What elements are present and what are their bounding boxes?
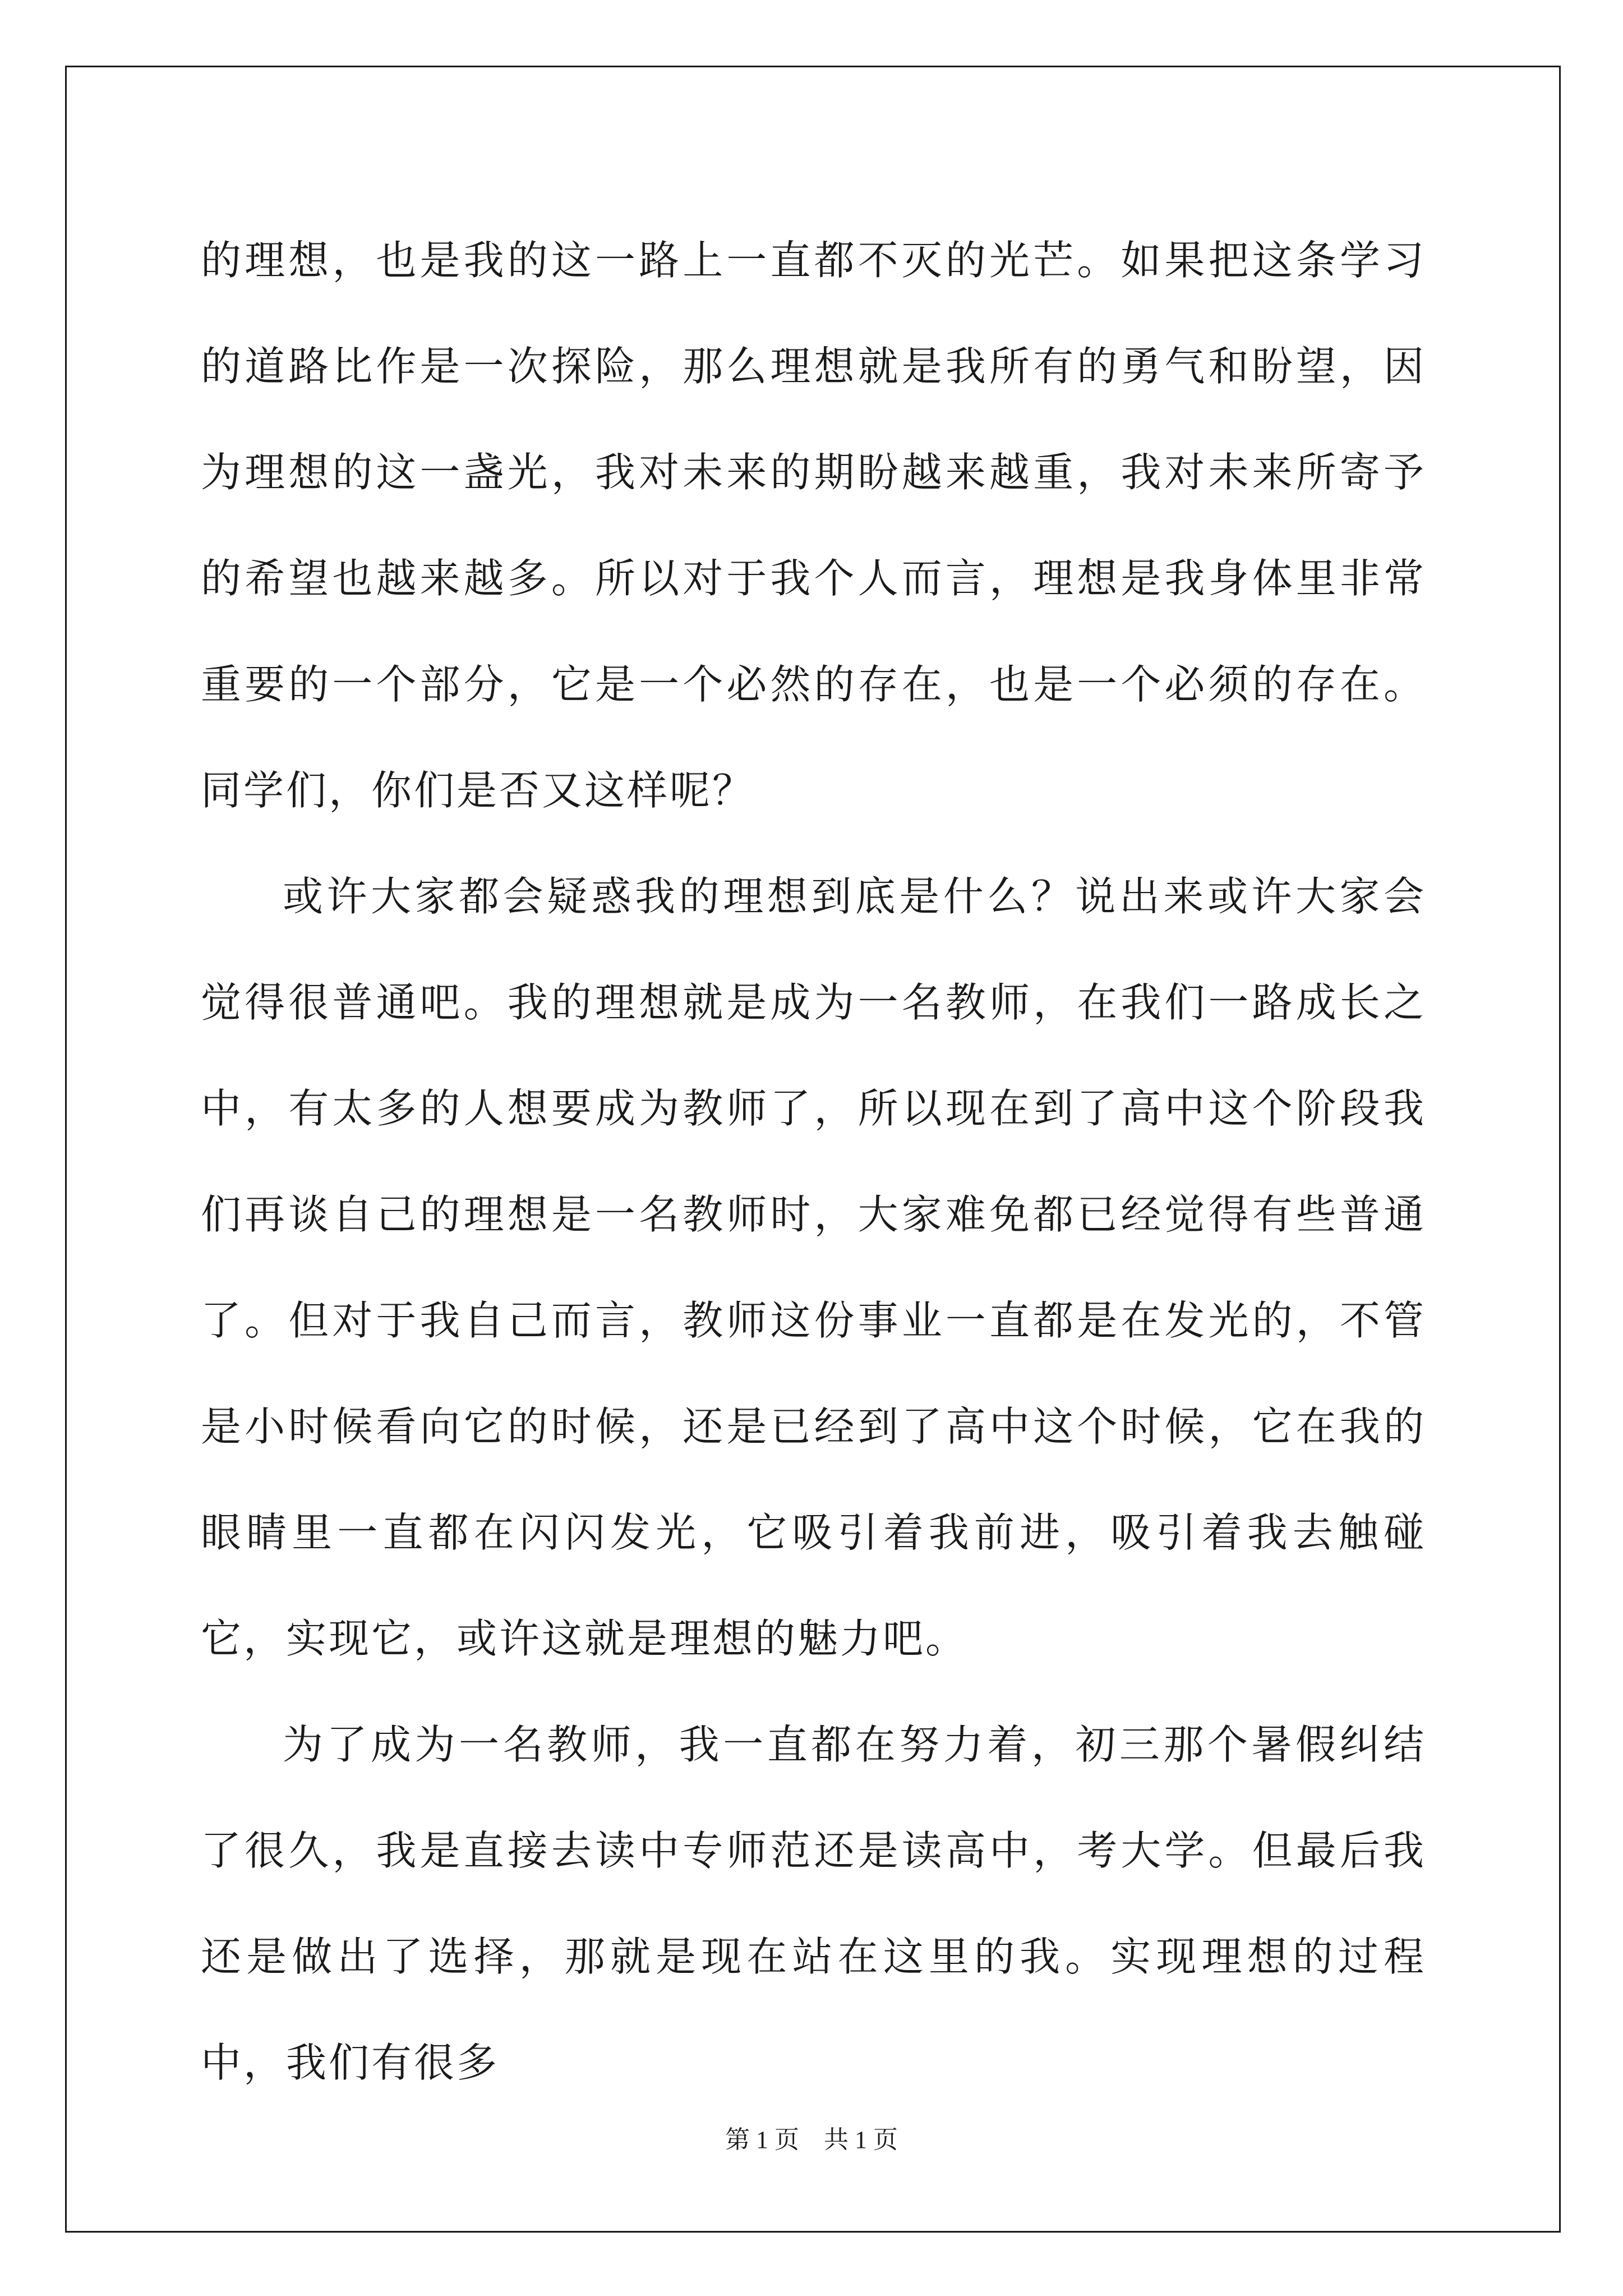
paragraph-3: 为了成为一名教师，我一直都在努力着，初三那个暑假纠结了很久，我是直接去读中专师范还是读高中，考大学。但最后我还是做出了选择，那就是现在站在这里的我。实现理想的过程中，我们有很多 xyxy=(201,1721,1426,2086)
document-body xyxy=(201,208,1426,2116)
paragraph-1: 的理想，也是我的这一路上一直都不灭的光芒。如果把这条学习的道路比作是一次探险，那么理想就是我所有的勇气和盼望，因为理想的这一盏光，我对未来的期盼越来越重，我对未来所寄予的希望也越来越多。所以对于我个人而言，理想是我身体里非常重要的一个部分，它是一个必然的存在，也是一个必须的存在。同学们，你们是否又这样呢？ xyxy=(201,237,1426,814)
page-footer: 第 1 页 共 1 页 xyxy=(725,2126,898,2154)
paragraph-2: 或许大家都会疑惑我的理想到底是什么？说出来或许大家会觉得很普通吧。我的理想就是成为一名教师，在我们一路成长之中，有太多的人想要成为教师了，所以现在到了高中这个阶段我们再谈自己的理想是一名教师时，大家难免都已经觉得有些普通了。但对于我自己而言，教师这份事业一直都是在发光的，不管是小时候看向它的时候，还是已经到了高中这个时候，它在我的眼睛里一直都在闪闪发光，它吸引着我前进，吸引着我去触碰它，实现它，或许这就是理想的魅力吧。 xyxy=(201,873,1426,1662)
